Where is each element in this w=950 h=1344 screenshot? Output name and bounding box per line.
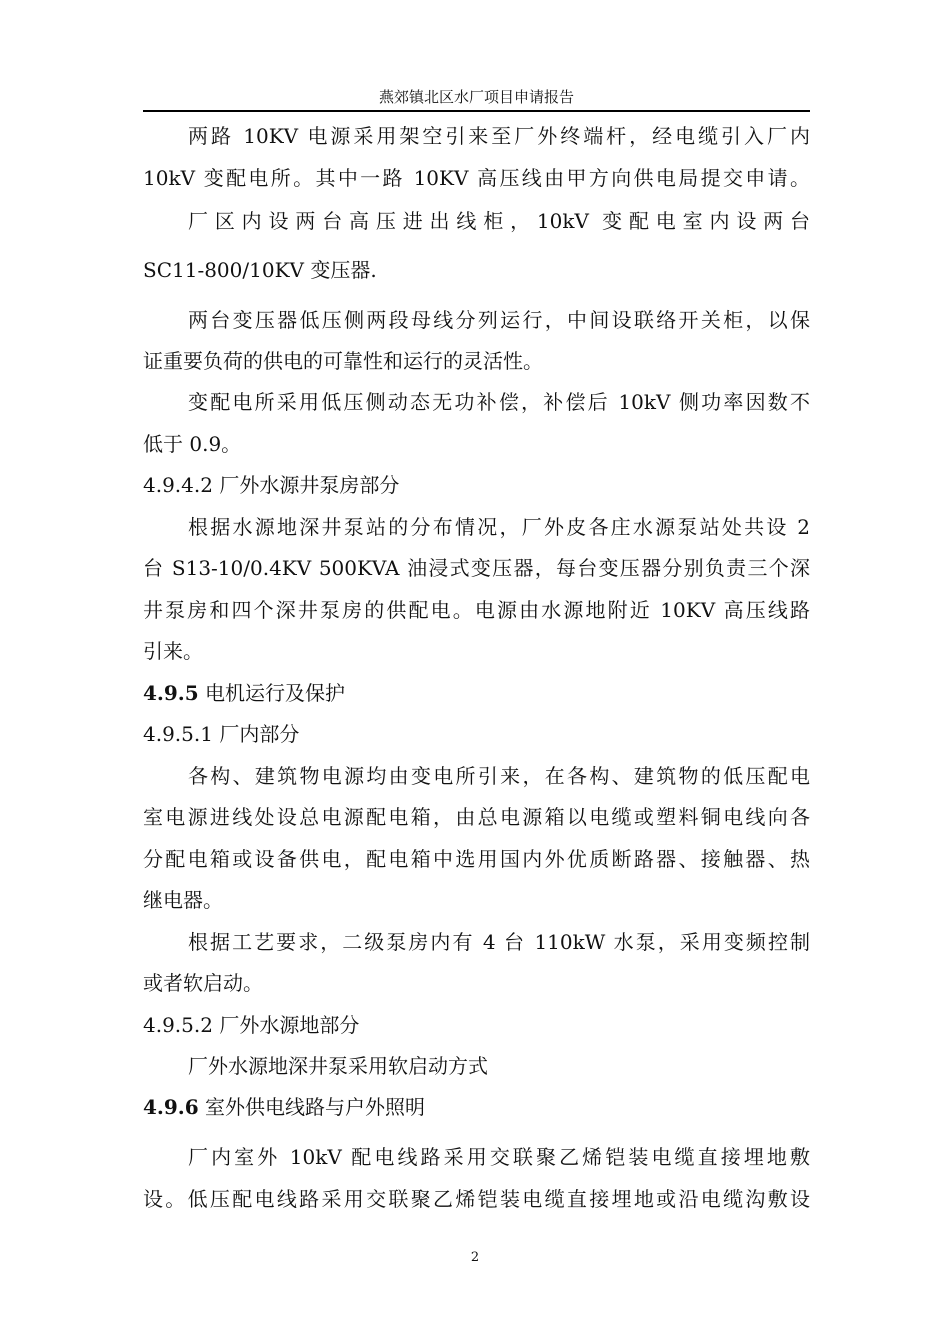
- section-title: 室外供电线路与户外照明: [205, 1095, 426, 1119]
- paragraph-line: 根据水源地深井泵站的分布情况，厂外皮各庄水源泵站处共设 2: [188, 515, 810, 539]
- section-number: 4.9.5: [143, 681, 199, 705]
- paragraph-line: 厂外水源地深井泵采用软启动方式: [188, 1054, 488, 1078]
- paragraph-line: 厂内室外 10kV 配电线路采用交联聚乙烯铠装电缆直接埋地敷: [188, 1145, 810, 1169]
- paragraph-line: 厂区内设两台高压进出线柜，10kV 变配电室内设两台: [188, 209, 810, 233]
- subsection-heading: 4.9.5.1 厂内部分: [143, 722, 300, 746]
- paragraph-line: 两路 10KV 电源采用架空引来至厂外终端杆，经电缆引入厂内: [188, 124, 810, 148]
- paragraph-line: SC11-800/10KV 变压器.: [143, 258, 377, 282]
- paragraph-line: 井泵房和四个深井泵房的供配电。电源由水源地附近 10KV 高压线路: [143, 598, 810, 622]
- section-title: 电机运行及保护: [205, 681, 346, 705]
- paragraph-line: 各构、建筑物电源均由变电所引来，在各构、建筑物的低压配电: [188, 764, 810, 788]
- paragraph-line: 继电器。: [143, 888, 223, 912]
- paragraph-line: 设。低压配电线路采用交联聚乙烯铠装电缆直接埋地或沿电缆沟敷设: [143, 1187, 810, 1211]
- page-header: 燕郊镇北区水厂项目申请报告: [378, 88, 574, 106]
- subsection-heading: 4.9.4.2 厂外水源井泵房部分: [143, 473, 400, 497]
- paragraph-line: 变配电所采用低压侧动态无功补偿，补偿后 10kV 侧功率因数不: [188, 390, 810, 414]
- paragraph-line: 证重要负荷的供电的可靠性和运行的灵活性。: [143, 349, 543, 373]
- paragraph-line: 分配电箱或设备供电，配电箱中选用国内外优质断路器、接触器、热: [143, 847, 810, 871]
- paragraph-line: 引来。: [143, 639, 203, 663]
- paragraph-line: 10kV 变配电所。其中一路 10KV 高压线由甲方向供电局提交申请。: [143, 166, 810, 190]
- header-rule: [143, 110, 810, 112]
- paragraph-line: 室电源进线处设总电源配电箱，由总电源箱以电缆或塑料铜电线向各: [143, 805, 810, 829]
- section-heading-4-9-6: [143, 1092, 425, 1122]
- paragraph-line: 两台变压器低压侧两段母线分列运行，中间设联络开关柜，以保: [188, 308, 810, 332]
- paragraph-line: 或者软启动。: [143, 971, 263, 995]
- section-number: 4.9.6: [143, 1095, 199, 1119]
- paragraph-line: 低于 0.9。: [143, 432, 242, 456]
- subsection-heading: 4.9.5.2 厂外水源地部分: [143, 1013, 360, 1037]
- page-number: 2: [470, 1250, 480, 1265]
- paragraph-line: 台 S13-10/0.4KV 500KVA 油浸式变压器，每台变压器分别负责三个深: [143, 556, 810, 580]
- section-heading-4-9-5: [143, 678, 345, 708]
- paragraph-line: 根据工艺要求，二级泵房内有 4 台 110kW 水泵，采用变频控制: [188, 930, 810, 954]
